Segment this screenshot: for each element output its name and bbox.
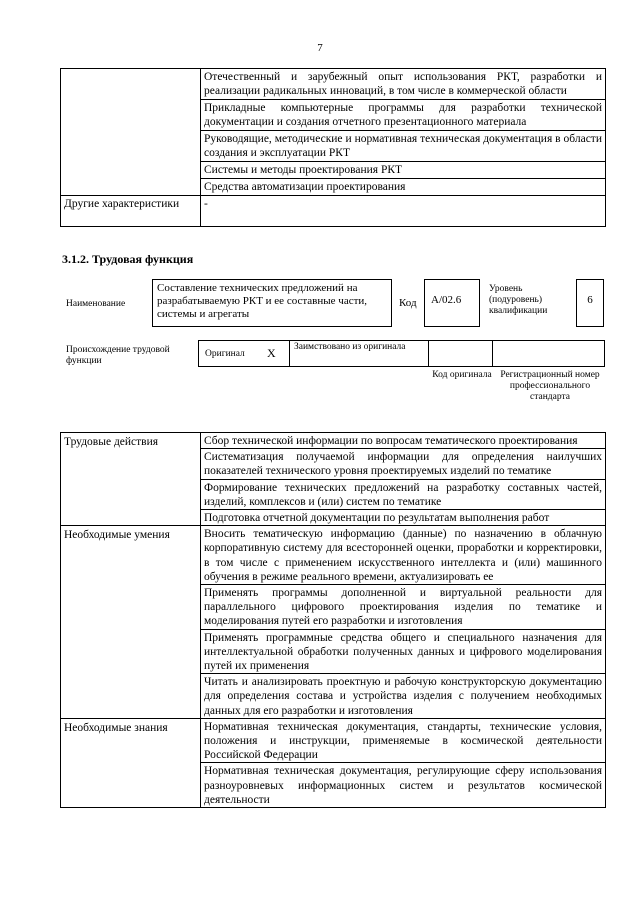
- level-value: 6: [576, 279, 604, 327]
- list-item: Применять программы дополненной и виртуальной реальности для параллельного цифрового проектирования изделия по тематике и моделирования путей его разработки и изготовления: [201, 585, 606, 630]
- table-row: [61, 526, 606, 585]
- list-item: Применять программные средства общего и специального назначения для интеллектуальной обработки полученных данных и цифрового моделирования путей их применения: [201, 629, 606, 674]
- borrowed-label: Заимствовано из оригинала: [294, 342, 406, 352]
- reg-caption: Регистрационный номер профессионального стандарта: [500, 370, 600, 402]
- table-row: [61, 433, 606, 449]
- code-caption: Код оригинала: [432, 370, 492, 380]
- original-mark: X: [267, 346, 276, 360]
- list-item: Подготовка отчетной документации по результатам выполнения работ: [201, 510, 606, 526]
- divider: [492, 341, 493, 366]
- section-label: Необходимые знания: [61, 718, 201, 807]
- section-label: Трудовые действия: [61, 433, 201, 526]
- list-item: Сбор технической информации по вопросам тематического проектирования: [201, 433, 606, 449]
- row-label: Другие характеристики: [61, 196, 201, 227]
- name-value: Составление технических предложений на разрабатываемую РКТ и ее составные части, системы и агрегаты: [152, 279, 392, 327]
- list-item: Руководящие, методические и нормативная техническая документация в области создания и эксплуатации РКТ: [201, 131, 606, 162]
- table-row: [61, 718, 606, 763]
- list-item: Систематизация получаемой информации для определения наилучших показателей технического уровня проектируемых изделий по тематике: [201, 449, 606, 479]
- list-item: Средства автоматизации проектирования: [201, 179, 606, 196]
- list-item: Формирование технических предложений на разработку составных частей, изделий, комплексов и (или) систем по тематике: [201, 479, 606, 509]
- origin-box: [198, 340, 605, 367]
- code-label: Код: [399, 297, 417, 309]
- table-row: [61, 196, 606, 227]
- table-row: [61, 69, 606, 100]
- main-table: [60, 432, 606, 808]
- original-label: Оригинал: [205, 349, 245, 359]
- section-label: Необходимые умения: [61, 526, 201, 719]
- list-item: Нормативная техническая документация, регулирующие сферу использования разноуровневых информационных систем и результатов космической деятельности: [201, 763, 606, 808]
- list-item: -: [201, 196, 606, 227]
- code-value: A/02.6: [424, 279, 480, 327]
- original-cell: [199, 341, 290, 366]
- list-item: Отечественный и зарубежный опыт использования РКТ, разработки и реализации радикальных инноваций, в том числе в коммерческой области: [201, 69, 606, 100]
- origin-label: Происхождение трудовой функции: [66, 345, 170, 366]
- name-label: Наименование: [66, 299, 126, 309]
- section-heading: 3.1.2. Трудовая функция: [62, 252, 194, 266]
- top-table: [60, 68, 606, 227]
- list-item: Прикладные компьютерные программы для разработки технической документации и создания отчетного презентационного материала: [201, 100, 606, 131]
- row-label: [61, 69, 201, 196]
- list-item: Системы и методы проектирования РКТ: [201, 162, 606, 179]
- page-number: 7: [317, 42, 323, 54]
- list-item: Читать и анализировать проектную и рабочую конструкторскую документацию для определения состава и устройства изделия с получением необходимых данных для его разработки и изготовления: [201, 674, 606, 719]
- list-item: Вносить тематическую информацию (данные) по назначению в облачную корпоративную систему для всесторонней оценки, проработки и корректировки, в том числе с применением искусственного интеллекта и (или) машинного обучения в режиме реального времени, актуализировать ее: [201, 526, 606, 585]
- level-label: Уровень (подуровень) квалификации: [489, 284, 548, 316]
- list-item: Нормативная техническая документация, стандарты, технические условия, положения и инструкции, применяемые в космической деятельности Российской Федерации: [201, 718, 606, 763]
- divider: [428, 341, 429, 366]
